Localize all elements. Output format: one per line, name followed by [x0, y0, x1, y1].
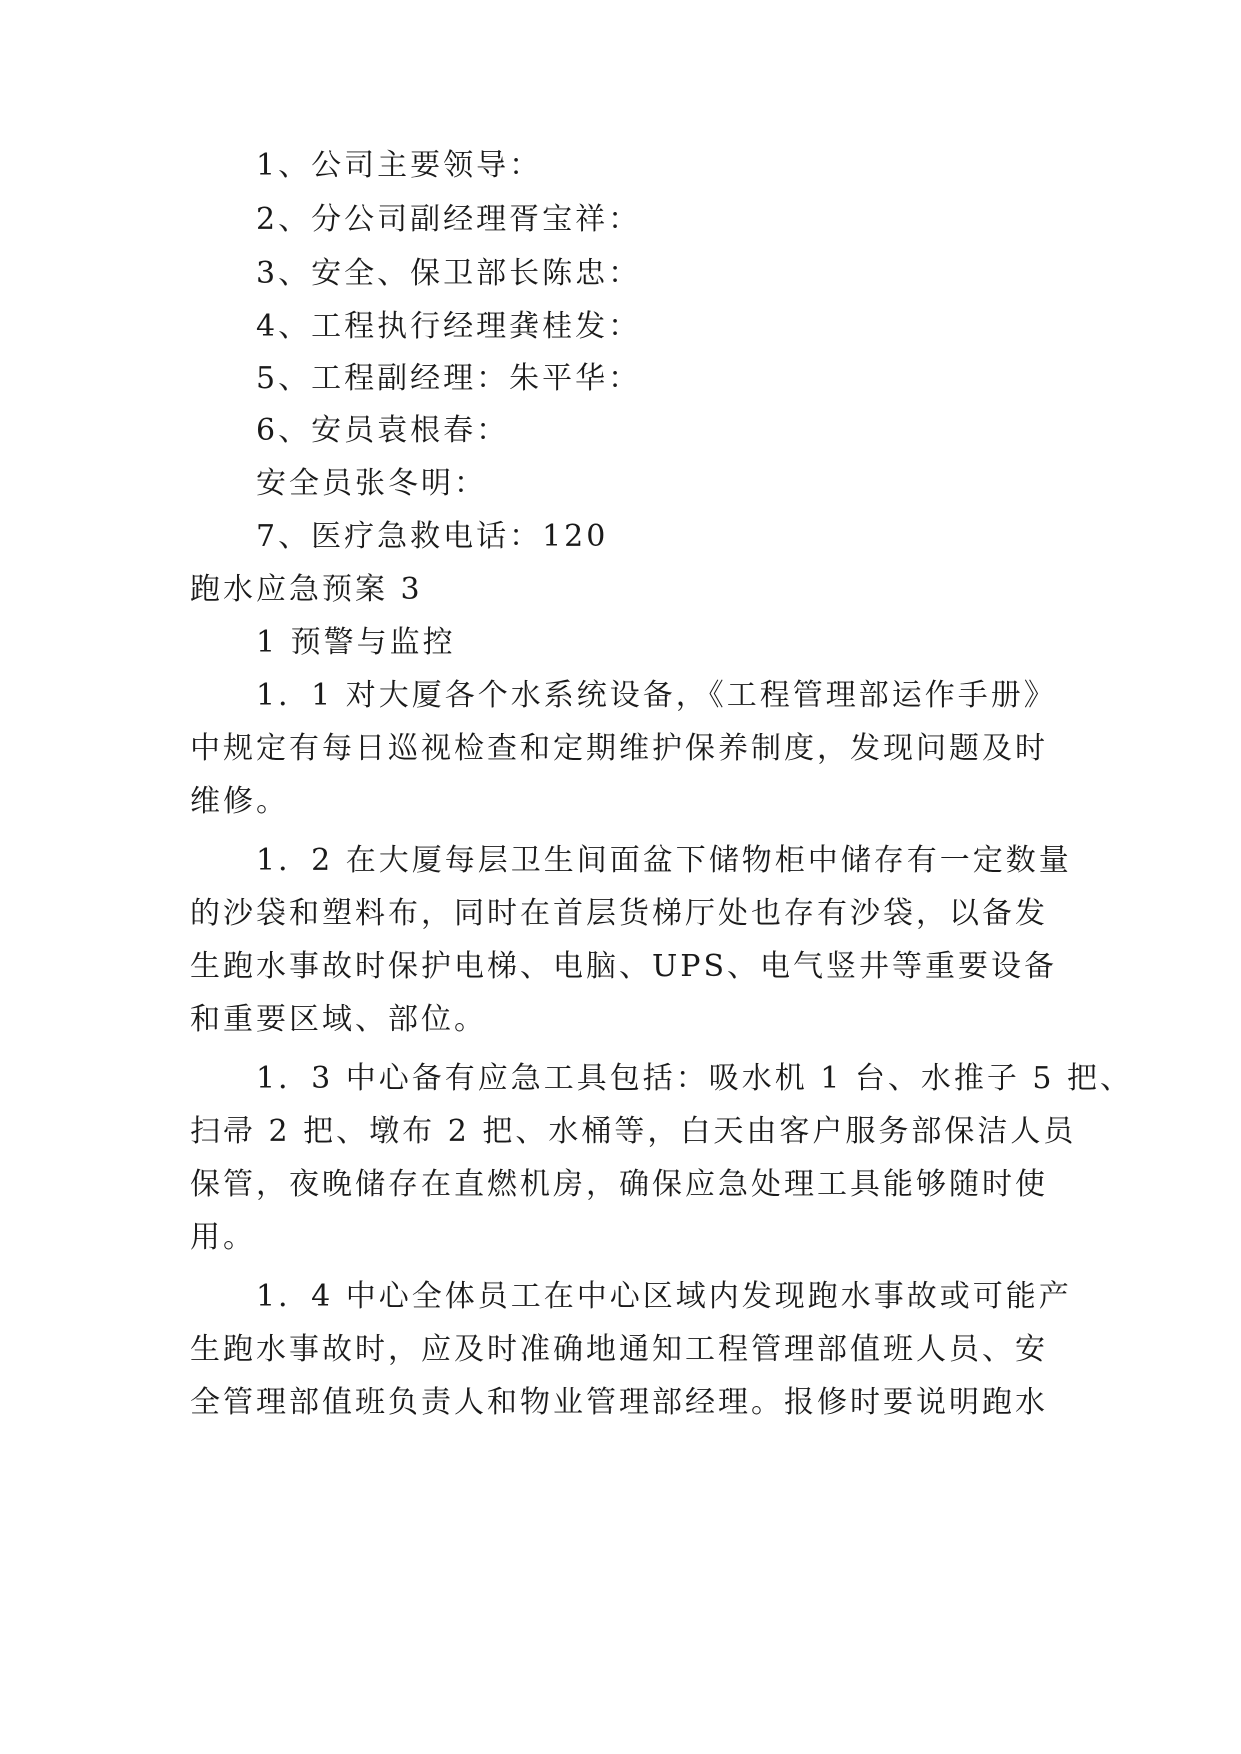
paragraph-1-1-line-1: 1．1 对大厦各个水系统设备，《工程管理部运作手册》 — [256, 678, 1057, 713]
section-title: 跑水应急预案 3 — [190, 572, 423, 607]
paragraph-1-2-line-2: 的沙袋和塑料布，同时在首层货梯厅处也存有沙袋，以备发 — [190, 896, 1048, 931]
contact-line-4: 4、工程执行经理龚桂发： — [256, 309, 642, 344]
paragraph-1-3-line-1: 1．3 中心备有应急工具包括：吸水机 1 台、水推子 5 把、 — [256, 1061, 1134, 1096]
paragraph-1-3-line-2: 扫帚 2 把、墩布 2 把、水桶等，白天由客户服务部保洁人员 — [190, 1114, 1077, 1149]
paragraph-1-2-line-1: 1．2 在大厦每层卫生间面盆下储物柜中储存有一定数量 — [256, 843, 1072, 878]
contact-line-1: 1、公司主要领导： — [256, 148, 543, 183]
contact-line-5: 5、工程副经理：朱平华： — [256, 361, 642, 396]
paragraph-1-4-line-3: 全管理部值班负责人和物业管理部经理。报修时要说明跑水 — [190, 1385, 1048, 1420]
paragraph-1-4-line-2: 生跑水事故时，应及时准确地通知工程管理部值班人员、安 — [190, 1332, 1048, 1367]
paragraph-1-1-line-2: 中规定有每日巡视检查和定期维护保养制度，发现问题及时 — [190, 731, 1048, 766]
paragraph-1-2-line-3: 生跑水事故时保护电梯、电脑、UPS、电气竖井等重要设备 — [190, 949, 1058, 984]
paragraph-1-4-line-1: 1．4 中心全体员工在中心区域内发现跑水事故或可能产 — [256, 1279, 1072, 1314]
paragraph-1-3-line-4: 用。 — [190, 1220, 256, 1255]
contact-line-8: 7、医疗急救电话：120 — [256, 519, 609, 554]
contact-line-2: 2、分公司副经理胥宝祥： — [256, 202, 642, 237]
contact-line-3: 3、安全、保卫部长陈忠： — [256, 256, 642, 291]
subsection-title: 1 预警与监控 — [256, 625, 456, 660]
paragraph-1-1-line-3: 维修。 — [190, 784, 289, 819]
paragraph-1-2-line-4: 和重要区域、部位。 — [190, 1002, 487, 1037]
paragraph-1-3-line-3: 保管，夜晚储存在直燃机房，确保应急处理工具能够随时使 — [190, 1167, 1048, 1202]
contact-line-6: 6、安员袁根春： — [256, 413, 510, 448]
contact-line-7: 安全员张冬明： — [256, 466, 487, 501]
